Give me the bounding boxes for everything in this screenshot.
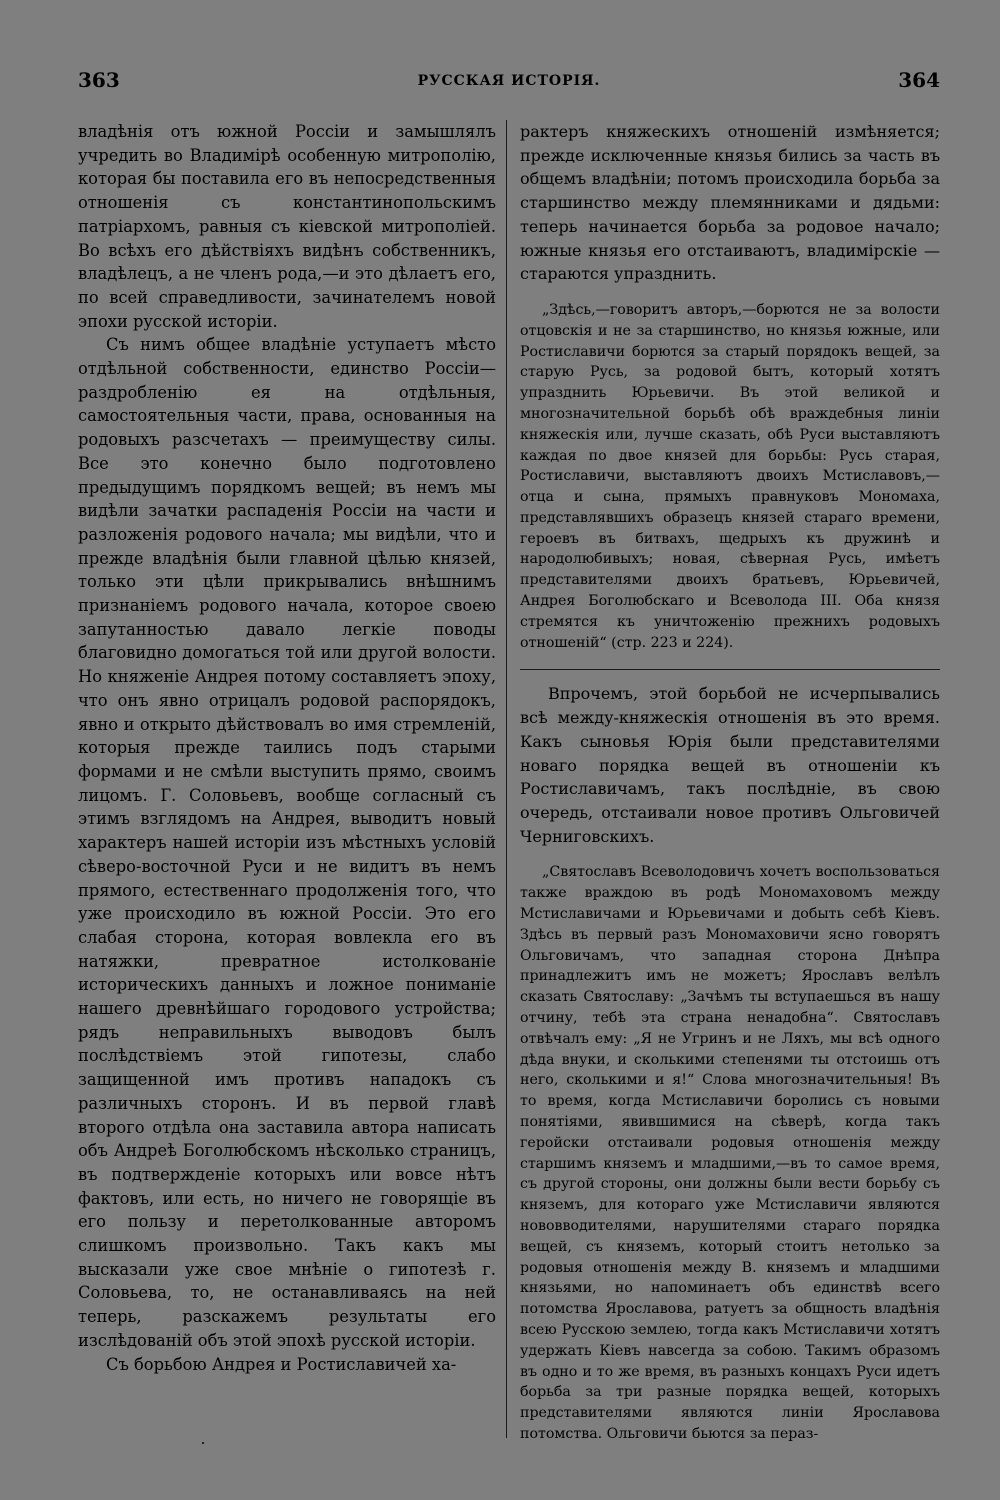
running-title: РУССКАЯ ИСТОРІЯ. <box>417 73 601 89</box>
print-speck <box>202 1442 204 1444</box>
page-number-left: 363 <box>78 68 120 92</box>
left-paragraph-2: Съ нимъ общее владѣніе уступаетъ мѣсто отдѣльной собственности, единство Россіи—раздробленію ея на отдѣльныя, самостоятельныя части, права, основанныя на родовыхъ разсчетахъ — преимуществу силы. Все это конечно было подготовлено предыдущимъ порядкомъ вещей; въ немъ мы видѣли зачатки распаденія Россіи на части и разложенія родового начала; мы видѣли, что и прежде владѣнія были главной цѣлью князей, только эти цѣли прикрывались внѣшнимъ признаніемъ родового начала, которое своею запутанностью давало легкіе поводы благовидно домогаться той или другой волости. Но княженіе Андрея потому составляетъ эпоху, что онъ явно отрицалъ родовой распорядокъ, явно и открыто дѣйствовалъ во имя стремленій, которыя прежде таились подъ старыми формами и не смѣли выступить прямо, своимъ лицомъ. Г. Соловьевъ, вообще согласный съ этимъ взглядомъ на Андрея, выводитъ новый характеръ нашей исторіи изъ мѣстныхъ условій сѣверо-восточной Руси и не видитъ въ немъ прямого, естественнаго продолженія того, что уже происходило въ южной Россіи. Это его слабая сторона, которая вовлекла его въ натяжки, превратное истолкованіе историческихъ данныхъ и ложное пониманіе нашего древнѣйшаго городового устройства; рядъ неправильныхъ выводовъ былъ послѣдствіемъ этой гипотезы, слабо защищенной имъ противъ нападокъ съ различныхъ сторонъ. И въ первой главѣ второго отдѣла она заставила автора написать объ Андреѣ Боголюбскомъ нѣсколько страницъ, въ подтвержденіе которыхъ или вовсе нѣтъ фактовъ, или есть, но ничего не говорящіе въ его пользу и перетолкованные авторомъ слишкомъ произвольно. Такъ какъ мы высказали уже свое мнѣніе о гипотезѣ г. Соловьева, то, не останавливаясь на ней теперь, разскажемъ результаты его изслѣдованій объ этой эпохѣ русской исторіи. <box>78 335 496 1350</box>
quote-block-2: „Святославъ Всеволодовичъ хочетъ воспользоваться также враждою въ родѣ Мономаховомъ между Мстиславичами и Юрьевичами и добыть себѣ Кіевъ. Здѣсь въ первый разъ Мономаховичи ясно говорятъ Ольговичамъ, что западная сторона Днѣпра принадлежитъ имъ не можетъ; Ярославъ велѣлъ сказать Святославу: „Зачѣмъ ты вступаешься въ нашу отчину, тебѣ эта страна ненадобна“. Святославъ отвѣчалъ ему: „Я не Угринъ и не Ляхъ, мы всѣ одного дѣда внуки, и сколькими степенями ты отстоишь отъ него, сколькими и я!“ Слова многозначительныя! Въ то время, когда Мстиславичи боролись съ новыми понятіями, явившимися на сѣверѣ, когда такъ геройски отстаивали родовыя отношенія между старшимъ княземъ и младшими,—въ то самое время, съ другой стороны, они должны были вести борьбу съ княземъ, для котораго уже Мстиславичи являются нововводителями, нарушителями стараго порядка вещей, съ княземъ, который стоитъ нетолько за родовыя отношенія между В. княземъ и младшими князьями, но напоминаетъ объ единствѣ всего потомства Ярославова, ратуетъ за общность владѣнія всею Русскою землею, тогда какъ Мстиславичи хотятъ удержать Кіевъ навсегда за собою. Такимъ образомъ въ одно и то же время, въ разныхъ концахъ Руси идетъ борьба за три разные порядка вещей, которыхъ представителями являются линіи Ярославова потомства. Ольговичи бьются за пераз- <box>520 864 940 1442</box>
right-paragraph-2: Впрочемъ, этой борьбой не исчерпывались всѣ между-княжескія отношенія въ это время. Какъ сыновья Юрія были представителями новаго порядка вещей въ отношеніи къ Ростиславичамъ, такъ послѣдніе, въ свою очередь, отстаивали новое противъ Ольговичей Черниговскихъ. <box>520 684 940 846</box>
spacer <box>520 848 940 862</box>
right-column <box>520 120 940 1445</box>
column-divider <box>506 120 507 1438</box>
page-header <box>78 68 940 98</box>
right-paragraph-1: рактеръ княжескихъ отношеній измѣняется; прежде исключенные князья бились за часть въ общемъ владѣніи; потомъ происходила борьба за старшинство между племянниками и дядьми: теперь начинается борьба за родовое начало; южные князья его отстаиваютъ, владимірскіе — стараются упразднить. <box>520 122 940 284</box>
spacer <box>520 286 940 300</box>
quote-block-1: „Здѣсь,—говоритъ авторъ,—борются не за волости отцовскія и не за старшинство, но князья южные, или Ростиславичи борются за старый порядокъ вещей, за старую Русь, за родовой бытъ, который хотятъ упразднить Юрьевичи. Въ этой великой и многозначительной борьбѣ обѣ враждебныя линіи княжескія или, лучше сказать, обѣ Руси выставляютъ каждая по двое князей для борьбы: Русь старая, Ростиславичи, выставляютъ двоихъ Мстиславовъ,—отца и сына, прямыхъ правнуковъ Мономаха, представлявшихъ образецъ князей стараго времени, героевъ въ битвахъ, щедрыхъ къ дружинѣ и народолюбивыхъ; новая, сѣверная Русь, имѣетъ представителями двоихъ братьевъ, Юрьевичей, Андрея Боголюбскаго и Всеволода III. Оба князя стремятся къ уничтоженію прежнихъ родовыхъ отношеній“ (стр. 223 и 224). <box>520 301 940 651</box>
section-rule <box>520 669 940 670</box>
left-paragraph-3: Съ борьбою Андрея и Ростиславичей ха- <box>106 1354 457 1374</box>
left-paragraph-1: владѣнія отъ южной Россіи и замышлялъ учредить во Владимірѣ особенную митрополію, которая бы поставила его въ непосредственныя отношенія съ константинопольскимъ патріархомъ, равныя съ кіевской митрополіей. Во всѣхъ его дѣйствіяхъ видѣнъ собственникъ, владѣлецъ, а не членъ рода,—и это дѣлаетъ его, по всей справедливости, зачинателемъ новой эпохи русской исторіи. <box>78 122 496 331</box>
left-column <box>78 120 496 1376</box>
page-number-right: 364 <box>898 68 940 92</box>
